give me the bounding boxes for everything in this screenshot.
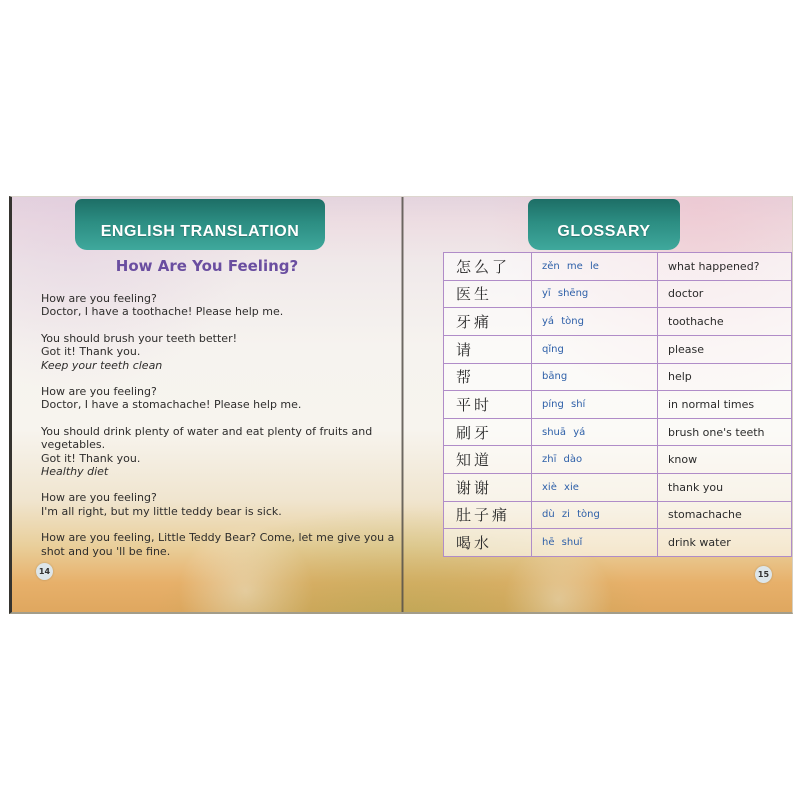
glossary-row bbox=[444, 363, 792, 391]
english-cell: drink water bbox=[658, 529, 792, 557]
english-cell: know bbox=[658, 446, 792, 474]
pinyin-cell: yá tòng bbox=[532, 308, 658, 336]
pinyin-cell: yī shēng bbox=[532, 280, 658, 308]
pinyin-cell: píng shí bbox=[532, 391, 658, 419]
hanzi-cell: 谢谢 bbox=[444, 474, 532, 502]
pinyin-cell: zěn me le bbox=[532, 253, 658, 281]
hanzi-cell: 知道 bbox=[444, 446, 532, 474]
english-cell: in normal times bbox=[658, 391, 792, 419]
english-cell: toothache bbox=[658, 308, 792, 336]
glossary-row bbox=[444, 474, 792, 502]
paragraph-3 bbox=[41, 385, 391, 412]
glossary-header-label: GLOSSARY bbox=[557, 223, 651, 240]
paragraph-1 bbox=[41, 292, 391, 319]
english-cell: brush one's teeth bbox=[658, 418, 792, 446]
book-spine bbox=[401, 197, 404, 612]
glossary-row bbox=[444, 335, 792, 363]
text-line: I'm all right, but my little teddy bear is sick. bbox=[41, 504, 282, 518]
text-line: How are you feeling? bbox=[41, 292, 157, 305]
book-spread bbox=[9, 196, 793, 614]
pinyin-cell: qǐng bbox=[532, 335, 658, 363]
text-line: How are you feeling? bbox=[41, 385, 157, 399]
page-title: How Are You Feeling? bbox=[115, 257, 299, 275]
english-translation-header-label: ENGLISH TRANSLATION bbox=[100, 223, 300, 240]
glossary-row bbox=[444, 391, 792, 419]
english-cell: thank you bbox=[658, 474, 792, 502]
glossary-row bbox=[444, 501, 792, 529]
hanzi-cell: 牙痛 bbox=[444, 308, 532, 336]
hanzi-cell: 喝水 bbox=[444, 529, 532, 557]
paragraph-2 bbox=[41, 332, 391, 372]
glossary-row bbox=[444, 280, 792, 308]
text-line: How are you feeling? bbox=[41, 491, 157, 505]
hanzi-cell: 刷牙 bbox=[444, 418, 532, 446]
hanzi-cell: 医生 bbox=[444, 280, 532, 308]
page-number-badge: 15 bbox=[755, 566, 772, 583]
translation-text bbox=[41, 292, 395, 571]
english-cell: help bbox=[658, 363, 792, 391]
page-number-badge: 14 bbox=[36, 563, 53, 580]
text-line: Doctor, I have a toothache! Please help me. bbox=[41, 305, 284, 319]
hanzi-cell: 怎么了 bbox=[444, 253, 532, 281]
glossary-row bbox=[444, 418, 792, 446]
glossary-header bbox=[528, 199, 680, 250]
text-line: You should drink plenty of water and eat plenty of fruits and bbox=[41, 424, 373, 438]
text-line: Doctor, I have a stomachache! Please help me. bbox=[41, 398, 302, 412]
pinyin-cell: hē shuǐ bbox=[532, 529, 658, 557]
english-translation-header bbox=[75, 199, 325, 250]
text-line: Got it! Thank you. bbox=[41, 451, 141, 465]
pinyin-cell: bāng bbox=[532, 363, 658, 391]
text-line: shot and you 'll be fine. bbox=[41, 544, 171, 558]
hanzi-cell: 帮 bbox=[444, 363, 532, 391]
text-line: You should brush your teeth better! bbox=[41, 331, 238, 345]
pinyin-cell: shuā yá bbox=[532, 418, 658, 446]
paragraph-5 bbox=[41, 491, 391, 518]
paragraph-6 bbox=[41, 531, 395, 558]
text-line: Got it! Thank you. bbox=[41, 345, 141, 359]
english-cell: please bbox=[658, 335, 792, 363]
text-line-italic: Keep your teeth clean bbox=[41, 358, 163, 372]
hanzi-cell: 肚子痛 bbox=[444, 501, 532, 529]
hanzi-cell: 平时 bbox=[444, 391, 532, 419]
pinyin-cell: dù zi tòng bbox=[532, 501, 658, 529]
paragraph-4 bbox=[41, 425, 391, 479]
glossary-row bbox=[444, 253, 792, 281]
pinyin-cell: xiè xie bbox=[532, 474, 658, 502]
hanzi-cell: 请 bbox=[444, 335, 532, 363]
glossary-row bbox=[444, 446, 792, 474]
glossary-table bbox=[443, 252, 792, 557]
text-line: How are you feeling, Little Teddy Bear? Come, let me give you a bbox=[41, 531, 395, 545]
text-line: vegetables. bbox=[41, 438, 106, 452]
english-cell: what happened? bbox=[658, 253, 792, 281]
english-cell: doctor bbox=[658, 280, 792, 308]
glossary-row bbox=[444, 529, 792, 557]
text-line-italic: Healthy diet bbox=[41, 465, 109, 479]
glossary-row bbox=[444, 308, 792, 336]
pinyin-cell: zhī dào bbox=[532, 446, 658, 474]
english-cell: stomachache bbox=[658, 501, 792, 529]
